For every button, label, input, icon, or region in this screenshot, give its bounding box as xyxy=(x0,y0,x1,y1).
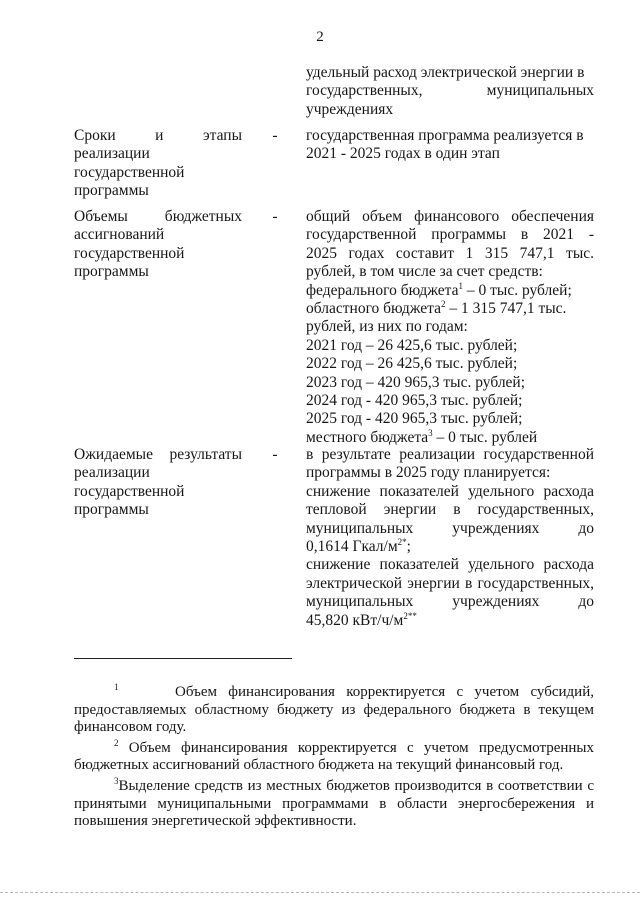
row-timeline-line: 2021 - 2025 годах в один этап xyxy=(306,145,500,163)
footnote-1 xyxy=(74,684,594,737)
budget-regional-line xyxy=(306,300,594,318)
budget-year-line: 2023 год – 420 965,3 тыс. рублей; xyxy=(306,373,526,391)
results-line: в результате реализации государственной xyxy=(306,446,594,463)
budget-local-amount: – 0 тыс. рублей xyxy=(432,428,538,446)
footnote-separator xyxy=(74,658,292,659)
footnote-ref: 1 xyxy=(458,280,463,291)
budget-local-label: местного бюджета xyxy=(306,428,429,446)
budget-federal-amount: – 0 тыс. рублей; xyxy=(463,281,572,299)
intro-line-2: государственных, муниципальных xyxy=(306,82,594,100)
results-electric-text: 45,820 кВт/ч/м xyxy=(306,611,404,629)
budget-year-line: 2024 год - 420 965,3 тыс. рублей; xyxy=(306,392,523,410)
budget-year-line: 2022 год – 26 425,6 тыс. рублей; xyxy=(306,355,518,373)
scan-edge-line xyxy=(0,892,640,893)
budget-line: общий объем финансового обеспечения xyxy=(306,208,594,225)
intro-content xyxy=(306,64,594,119)
budget-federal-label: федерального бюджета xyxy=(306,281,459,299)
row-budget-label: Объемы бюджетных ассигнований государственной программы xyxy=(74,208,242,281)
budget-regional-label: областного бюджета xyxy=(306,300,441,318)
results-electric-value xyxy=(306,612,594,630)
intro-line-3: учреждениях xyxy=(306,100,394,118)
results-line: электрической энергии в государственных, xyxy=(306,574,594,592)
results-heat-end: ; xyxy=(406,538,411,556)
footnotes xyxy=(74,684,594,834)
footnote-text: Объем финансирования корректируется с учетом предусмотренных бюджетных ассигнований областного бюджета на текущий финансовый год. xyxy=(74,739,595,774)
results-heat-value xyxy=(306,538,594,556)
row-timeline-line: государственная программа реализуется в xyxy=(306,127,584,144)
footnote-ref: 2** xyxy=(403,610,417,621)
results-line: муниципальных учреждениях до xyxy=(306,593,594,611)
row-budget-content xyxy=(306,208,594,447)
budget-line: государственной программы в 2021 - xyxy=(306,226,594,244)
intro-line-1: удельный расход электрической энергии в xyxy=(306,64,585,81)
footnote-2 xyxy=(74,737,595,775)
page-number: 2 xyxy=(316,29,324,45)
row-results-dash: - xyxy=(272,446,278,463)
budget-regional-amount: – 1 315 747,1 тыс. xyxy=(445,300,567,318)
row-results-content xyxy=(306,446,594,630)
budget-year-line: 2021 год – 26 425,6 тыс. рублей; xyxy=(306,336,518,354)
footnote-mark: 1 xyxy=(114,682,119,692)
row-timeline-dash: - xyxy=(272,127,278,144)
footnote-3 xyxy=(74,775,594,831)
row-timeline-label: Сроки и этапы реализации государственной программы xyxy=(74,127,242,200)
row-budget-dash: - xyxy=(272,208,278,225)
budget-local-line xyxy=(306,429,594,447)
footnote-mark: 3 xyxy=(114,775,119,786)
results-line: снижение показателей удельного расхода xyxy=(306,482,594,500)
row-results-label: Ожидаемые результаты реализации государственной программы xyxy=(74,446,242,519)
budget-federal-line xyxy=(306,282,594,300)
results-line: снижение показателей удельного расхода xyxy=(306,556,594,574)
results-line: тепловой энергии в государственных, xyxy=(306,501,594,519)
budget-line: 2025 годах составит 1 315 747,1 тыс. xyxy=(306,244,594,262)
footnote-text: Выделение средств из местных бюджетов производится в соответствии с принятыми муниципальными программами в области энергосбережения и повышения энергетической эффективности. xyxy=(74,777,594,830)
results-line: муниципальных учреждениях до xyxy=(306,519,594,537)
footnote-ref: 2 xyxy=(440,299,446,310)
results-line: программы в 2025 году планируется: xyxy=(306,464,551,482)
footnote-ref: 3 xyxy=(428,427,433,438)
footnote-ref: 2* xyxy=(397,537,407,548)
row-timeline-content xyxy=(306,127,594,164)
footnote-text: Объем финансирования корректируется с учетом субсидий, предоставляемых областному бюджету из федерального бюджета в текущем финансовом году. xyxy=(74,684,594,736)
budget-line: рублей, в том числе за счет средств: xyxy=(306,263,543,281)
budget-line: рублей, из них по годам: xyxy=(306,318,468,336)
results-heat-text: 0,1614 Гкал/м xyxy=(306,538,398,556)
budget-year-line: 2025 год - 420 965,3 тыс. рублей; xyxy=(306,410,523,428)
footnote-mark: 2 xyxy=(114,737,119,748)
